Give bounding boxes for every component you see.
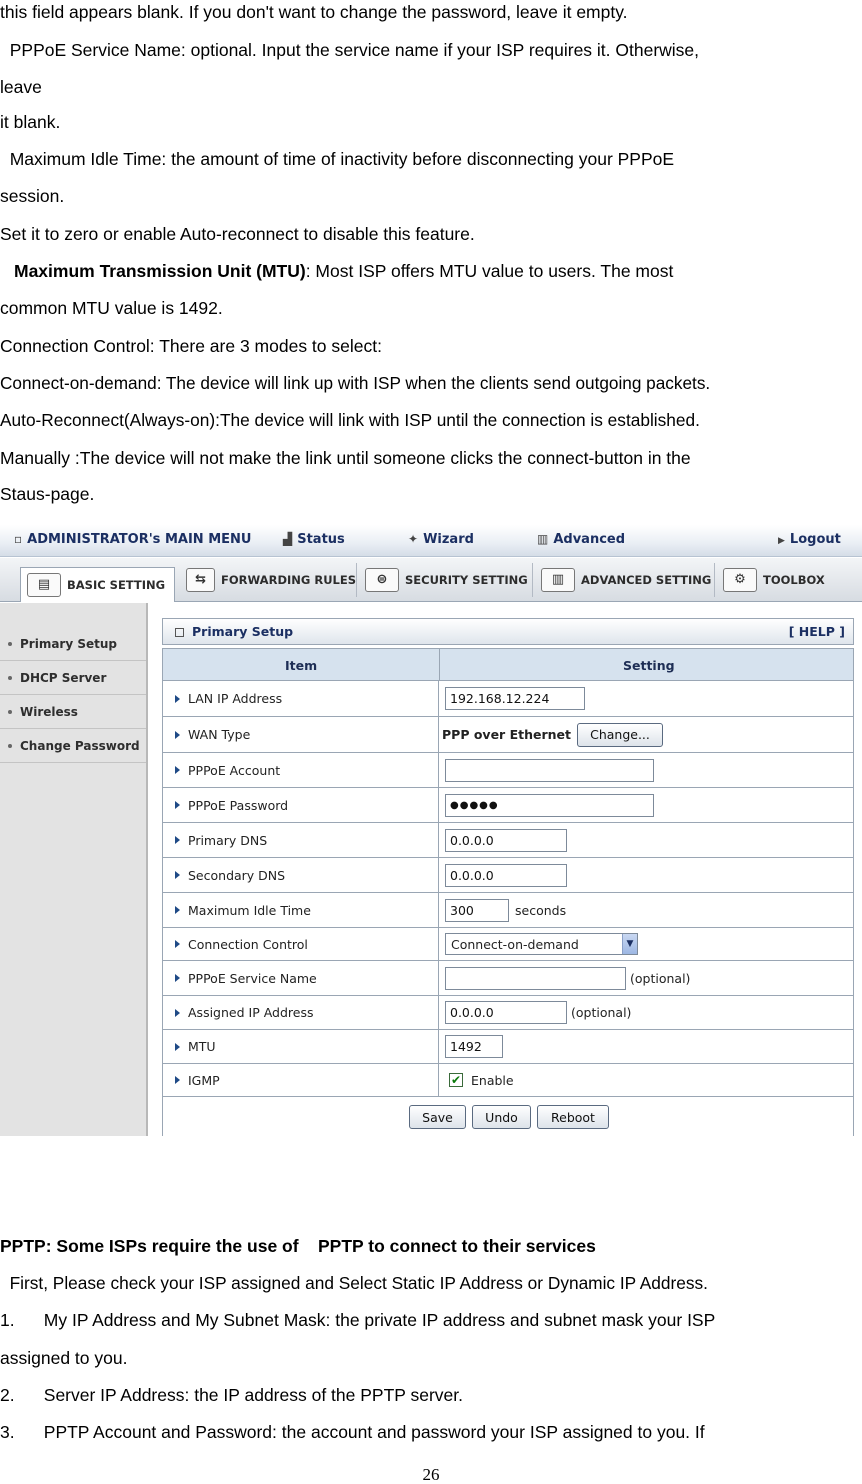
- table-row: [162, 823, 854, 858]
- igmp-checkbox[interactable]: ✔: [450, 1073, 462, 1087]
- reboot-button[interactable]: Reboot: [537, 1105, 609, 1129]
- row-label: Primary DNS: [163, 823, 439, 857]
- pppoe-password-input[interactable]: ●●●●●: [445, 794, 654, 817]
- pppoe-account-input[interactable]: [445, 759, 654, 782]
- row-label: PPPoE Password: [163, 788, 439, 822]
- row-label: IGMP: [163, 1064, 439, 1096]
- sidebar: [0, 603, 148, 1136]
- table-row: [162, 717, 854, 753]
- tab-security-setting[interactable]: ⊜ SECURITY SETTING: [359, 563, 533, 597]
- change-wan-button[interactable]: Change...: [577, 723, 663, 747]
- arrow-icon: [175, 801, 180, 809]
- connection-control-select[interactable]: Connect-on-demand ▼: [445, 933, 638, 955]
- menu-square-icon: ▫: [14, 532, 23, 546]
- row-label: Secondary DNS: [163, 858, 439, 892]
- doc-line: Connection Control: There are 3 modes to select:: [0, 336, 382, 356]
- idle-time-unit: seconds: [515, 902, 567, 918]
- bullet-icon: [8, 710, 12, 714]
- page-number: 26: [422, 1465, 440, 1484]
- main-menu-title[interactable]: ▫ ADMINISTRATOR's MAIN MENU: [14, 532, 252, 547]
- doc-line: Auto-Reconnect(Always-on):The device will link with ISP until the connection is established.: [0, 410, 700, 430]
- doc-line: Set it to zero or enable Auto-reconnect to disable this feature.: [0, 224, 475, 244]
- optional-note: (optional): [630, 970, 691, 986]
- row-label: LAN IP Address: [163, 681, 439, 716]
- arrow-icon: [175, 1043, 180, 1051]
- table-row: [162, 961, 854, 996]
- doc-line: 3. PPTP Account and Password: the account and password your ISP assigned to you. If: [0, 1422, 705, 1442]
- advanced-setting-icon: ▥: [541, 568, 575, 592]
- table-row: [162, 788, 854, 823]
- doc-line: Manually :The device will not make the link until someone clicks the connect-button in the: [0, 448, 691, 468]
- row-label: MTU: [163, 1030, 439, 1063]
- lan-ip-input[interactable]: 192.168.12.224: [445, 687, 585, 710]
- mtu-line: [14, 261, 673, 281]
- table-row: [162, 893, 854, 928]
- doc-line: 2. Server IP Address: the IP address of the PPTP server.: [0, 1385, 464, 1405]
- advanced-link[interactable]: ▥ Advanced: [537, 532, 626, 547]
- advanced-icon: ▥: [537, 532, 549, 546]
- router-screenshot: [0, 525, 862, 1136]
- undo-button[interactable]: Undo: [472, 1105, 531, 1129]
- sidebar-item-primary-setup[interactable]: Primary Setup: [0, 628, 146, 661]
- arrow-icon: [175, 1009, 180, 1017]
- button-row: [162, 1097, 854, 1136]
- table-row: [162, 1030, 854, 1064]
- forwarding-icon: ⇆: [186, 568, 215, 592]
- doc-line: leave: [0, 77, 42, 97]
- basic-setting-icon: ▤: [27, 573, 61, 597]
- wizard-link[interactable]: ✦ Wizard: [408, 532, 474, 547]
- table-row: [162, 1064, 854, 1097]
- mtu-description: : Most ISP offers MTU value to users. The most: [305, 261, 674, 281]
- mtu-input[interactable]: 1492: [445, 1035, 503, 1058]
- idle-time-input[interactable]: 300: [445, 899, 509, 922]
- column-item: Item: [285, 658, 318, 673]
- wizard-icon: ✦: [408, 532, 419, 546]
- logout-arrow-icon: ▶: [778, 536, 785, 546]
- tab-advanced-setting[interactable]: ▥ ADVANCED SETTING: [535, 563, 715, 597]
- bullet-icon: [8, 744, 12, 748]
- doc-line: session.: [0, 186, 65, 206]
- doc-line: Maximum Idle Time: the amount of time of inactivity before disconnecting your PPPoE: [0, 149, 675, 169]
- tab-bar: [0, 558, 862, 602]
- sidebar-item-change-password[interactable]: Change Password: [0, 730, 146, 763]
- doc-line: 1. My IP Address and My Subnet Mask: the private IP address and subnet mask your ISP: [0, 1310, 716, 1330]
- arrow-icon: [175, 695, 180, 703]
- arrow-icon: [175, 1076, 180, 1084]
- table-row: [162, 753, 854, 788]
- doc-line: this field appears blank. If you don't want to change the password, leave it empty.: [0, 2, 628, 22]
- optional-note: (optional): [571, 1005, 632, 1020]
- tab-basic-setting[interactable]: ▤ BASIC SETTING: [20, 567, 175, 602]
- arrow-icon: [175, 766, 180, 774]
- column-header: [162, 648, 854, 681]
- secondary-dns-input[interactable]: 0.0.0.0: [445, 864, 567, 887]
- arrow-icon: [175, 836, 180, 844]
- doc-line: it blank.: [0, 112, 61, 132]
- pptp-heading: PPTP: Some ISPs require the use of PPTP to connect to their services: [0, 1236, 596, 1256]
- top-menu-bar: [0, 525, 862, 557]
- bullet-icon: [8, 642, 12, 646]
- doc-line: assigned to you.: [0, 1348, 128, 1368]
- table-row: [162, 858, 854, 893]
- table-row: [162, 681, 854, 717]
- doc-line: Connect-on-demand: The device will link up with ISP when the clients send outgoing packets.: [0, 373, 711, 393]
- row-label: WAN Type: [163, 717, 439, 752]
- table-row: [162, 928, 854, 961]
- status-link[interactable]: ▟ Status: [283, 532, 345, 547]
- row-label: Maximum Idle Time: [163, 893, 439, 927]
- doc-line: common MTU value is 1492.: [0, 298, 223, 318]
- help-link[interactable]: [ HELP ]: [788, 624, 845, 639]
- chevron-down-icon: ▼: [622, 934, 637, 954]
- sidebar-item-dhcp-server[interactable]: DHCP Server: [0, 662, 146, 695]
- assigned-ip-input[interactable]: 0.0.0.0: [445, 1001, 567, 1024]
- doc-line: Staus-page.: [0, 484, 95, 504]
- arrow-icon: [175, 940, 180, 948]
- panel-header: [162, 618, 854, 645]
- arrow-icon: [175, 731, 180, 739]
- igmp-enable-label: Enable: [471, 1072, 514, 1088]
- arrow-icon: [175, 906, 180, 914]
- logout-link[interactable]: ▶ Logout: [778, 532, 841, 547]
- mtu-term: Maximum Transmission Unit (MTU): [14, 261, 306, 281]
- column-setting: Setting: [623, 658, 675, 673]
- sidebar-item-wireless[interactable]: Wireless: [0, 696, 146, 729]
- doc-line: PPPoE Service Name: optional. Input the service name if your ISP requires it. Otherwise,: [0, 40, 700, 60]
- arrow-icon: [175, 871, 180, 879]
- arrow-icon: [175, 974, 180, 982]
- row-label: PPPoE Account: [163, 753, 439, 787]
- tab-forwarding-rules[interactable]: ⇆ FORWARDING RULES: [180, 563, 357, 597]
- status-chart-icon: ▟: [283, 532, 293, 546]
- security-icon: ⊜: [365, 568, 399, 592]
- panel-title: Primary Setup: [175, 624, 293, 639]
- row-label: PPPoE Service Name: [163, 961, 439, 995]
- wan-type-value: PPP over Ethernet: [442, 727, 571, 742]
- panel-square-icon: [175, 628, 184, 637]
- tab-toolbox[interactable]: ⚙ TOOLBOX: [717, 563, 832, 597]
- row-label: Assigned IP Address: [163, 996, 439, 1029]
- row-label: Connection Control: [163, 928, 439, 960]
- save-button[interactable]: Save: [409, 1105, 466, 1129]
- service-name-input[interactable]: [445, 967, 626, 990]
- primary-dns-input[interactable]: 0.0.0.0: [445, 829, 567, 852]
- doc-line: First, Please check your ISP assigned and Select Static IP Address or Dynamic IP Address.: [0, 1273, 708, 1293]
- primary-setup-panel: [162, 618, 854, 1136]
- toolbox-icon: ⚙: [723, 568, 757, 592]
- bullet-icon: [8, 676, 12, 680]
- table-row: [162, 996, 854, 1030]
